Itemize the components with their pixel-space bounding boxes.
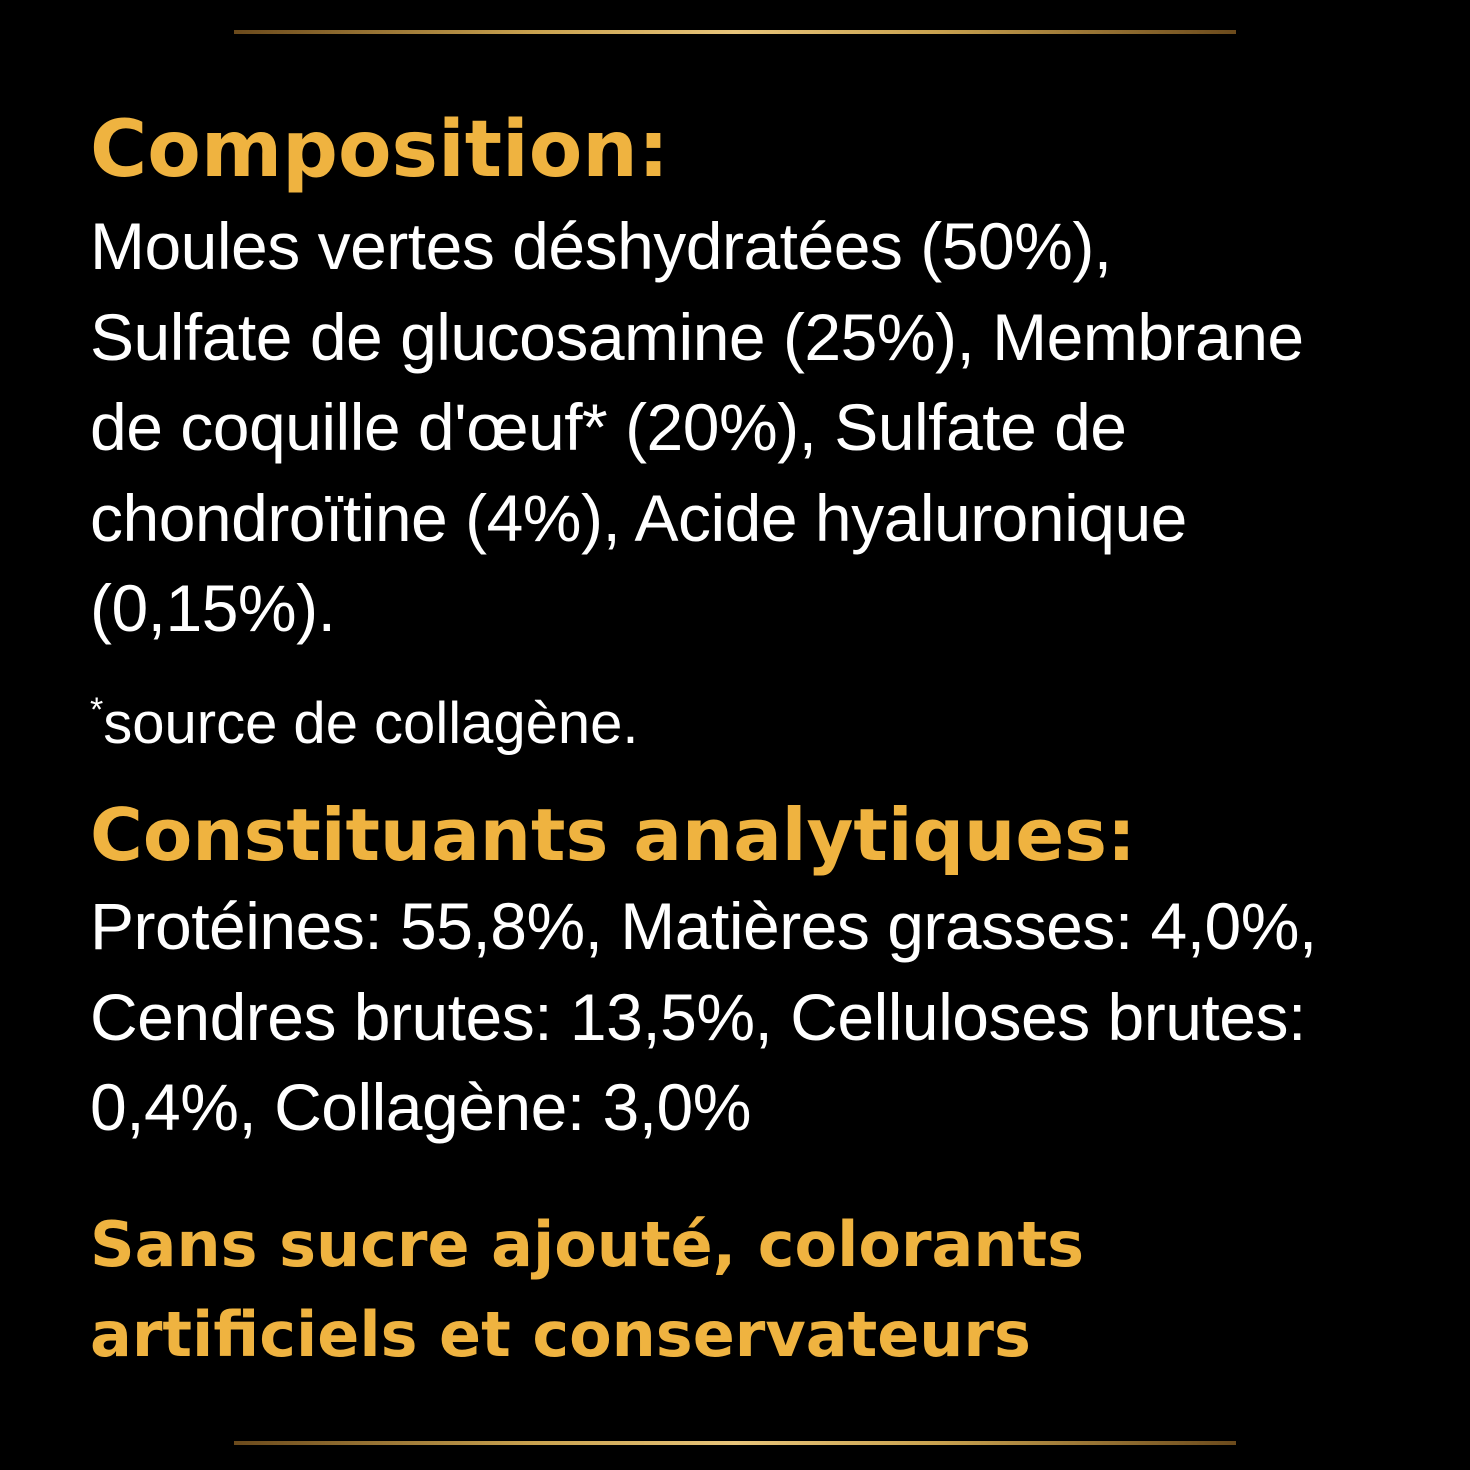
bottom-gold-divider <box>234 1441 1236 1445</box>
composition-heading: Composition: <box>90 105 670 195</box>
collagen-footnote <box>90 668 639 766</box>
no-additives-claim <box>90 1200 1084 1380</box>
analytics-line: 0,4%, Collagène: 3,0% <box>90 1070 751 1144</box>
composition-text <box>90 201 1304 654</box>
top-gold-divider <box>234 30 1236 34</box>
composition-line: Moules vertes déshydratées (50%), <box>90 209 1112 283</box>
composition-line: Sulfate de glucosamine (25%), Membrane <box>90 299 1304 374</box>
analytical-constituents-text <box>90 881 1317 1153</box>
composition-line: chondroïtine (4%), Acide hyaluronique <box>90 480 1187 555</box>
footnote-marker: * <box>90 691 104 729</box>
analytics-line: Protéines: 55,8%, Matières grasses: 4,0%, <box>90 889 1317 963</box>
composition-line: de coquille d'œuf* (20%), Sulfate de <box>90 390 1127 464</box>
analytics-line: Cendres brutes: 13,5%, Celluloses brutes: <box>90 979 1306 1054</box>
claim-line: Sans sucre ajouté, colorants <box>90 1208 1085 1281</box>
analytical-constituents-heading: Constituants analytiques: <box>90 793 1136 877</box>
footnote-text: source de collagène. <box>103 691 639 756</box>
composition-line: (0,15%). <box>90 571 336 645</box>
claim-line: artificiels et conservateurs <box>90 1298 1031 1371</box>
